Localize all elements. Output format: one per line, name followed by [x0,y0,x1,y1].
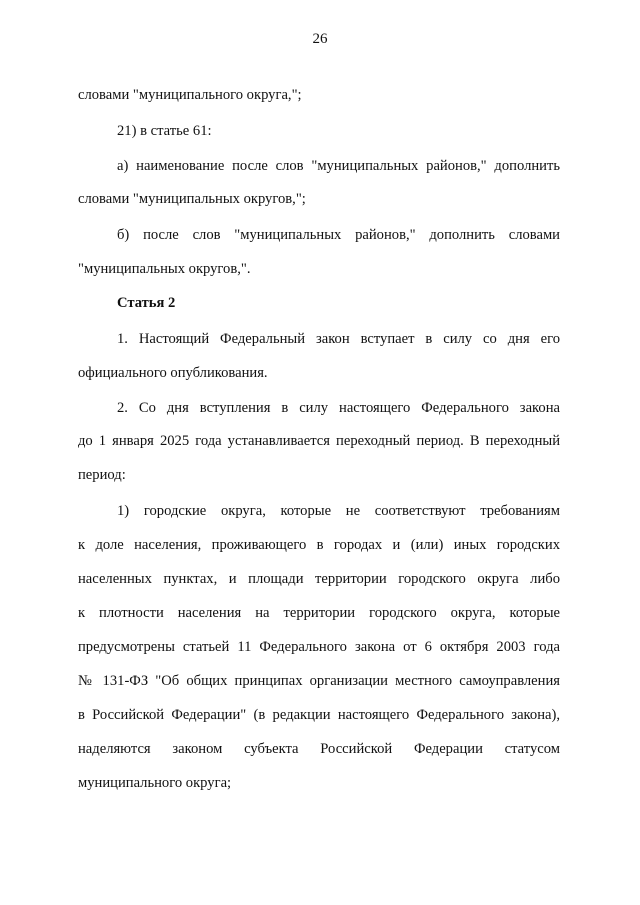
item-1-line: наделяются законом субъекта Российской Федерации статусом [78,741,560,757]
item-1-line: к плотности населения на территории городского округа, которые [78,605,560,621]
subitem-a-line: а) наименование после слов "муниципальных районов," дополнить [117,158,560,174]
article-heading: Статья 2 [117,295,176,311]
paragraph-1-line: 1. Настоящий Федеральный закон вступает в силу со дня его [117,331,560,347]
item-1-line: № 131-ФЗ "Об общих принципах организации местного самоуправления [78,673,560,689]
paragraph-2-line: 2. Со дня вступления в силу настоящего Федерального закона [117,400,560,416]
item-1-last-line: муниципального округа; [78,775,232,791]
page-number: 26 [312,31,328,47]
paragraph-1-continuation: официального опубликования. [78,365,268,381]
list-item-21: 21) в статье 61: [117,123,212,139]
item-1-line: населенных пунктах, и площади территории городского округа либо [78,571,560,587]
item-1-line: к доле населения, проживающего в городах и (или) иных городских [78,537,560,553]
item-1-line: 1) городские округа, которые не соответствуют требованиям [117,503,560,519]
paragraph-2-continuation: период: [78,467,126,483]
subitem-b-line: б) после слов "муниципальных районов," дополнить словами [117,227,560,243]
paragraph-2-line: до 1 января 2025 года устанавливается переходный период. В переходный [78,433,560,449]
subitem-a-continuation: словами "муниципальных округов,"; [78,191,306,207]
item-1-line: предусмотрены статьей 11 Федерального закона от 6 октября 2003 года [78,639,560,655]
item-1-line: в Российской Федерации" (в редакции настоящего Федерального закона), [78,707,560,723]
text-line: словами "муниципального округа,"; [78,87,302,103]
subitem-b-continuation: "муниципальных округов,". [78,261,251,277]
